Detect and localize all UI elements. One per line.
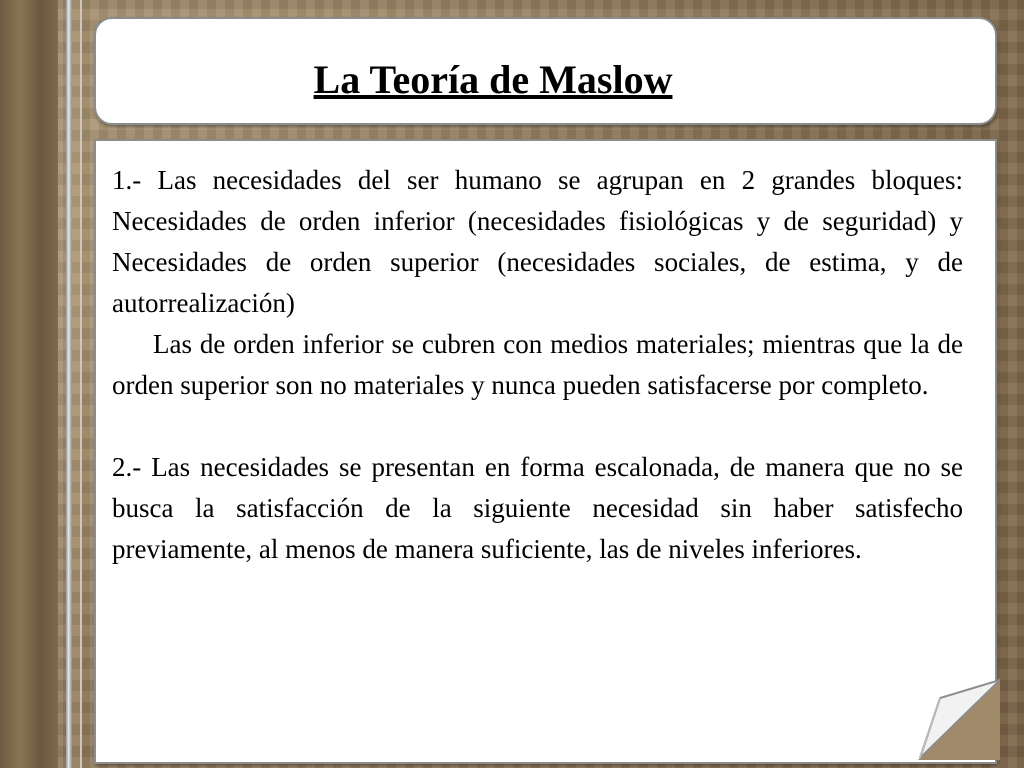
left-vertical-rule — [66, 0, 72, 768]
left-thin-rule — [80, 0, 82, 768]
paragraph-1: 1.- Las necesidades del ser humano se agrupan en 2 grandes bloques: Necesidades de orden inferior (necesidades fisiológicas y de seguridad) y Necesidades de orden superior (necesidades sociales, de estima, y de autorrealización) — [112, 165, 963, 318]
paragraph-2: Las de orden inferior se cubren con medios materiales; mientras que la de orden superior son no materiales y nunca pueden satisfacerse por completo. — [112, 329, 963, 400]
paragraph-3: 2.- Las necesidades se presentan en forma escalonada, de manera que no se busca la satisfacción de la siguiente necesidad sin haber satisfecho previamente, al menos de manera suficiente, las de niveles inferiores. — [112, 452, 963, 564]
slide-body — [112, 160, 963, 570]
page-curl-icon — [918, 678, 1000, 760]
slide-title: La Teoría de Maslow — [313, 57, 673, 102]
left-decorative-strip — [0, 0, 58, 768]
